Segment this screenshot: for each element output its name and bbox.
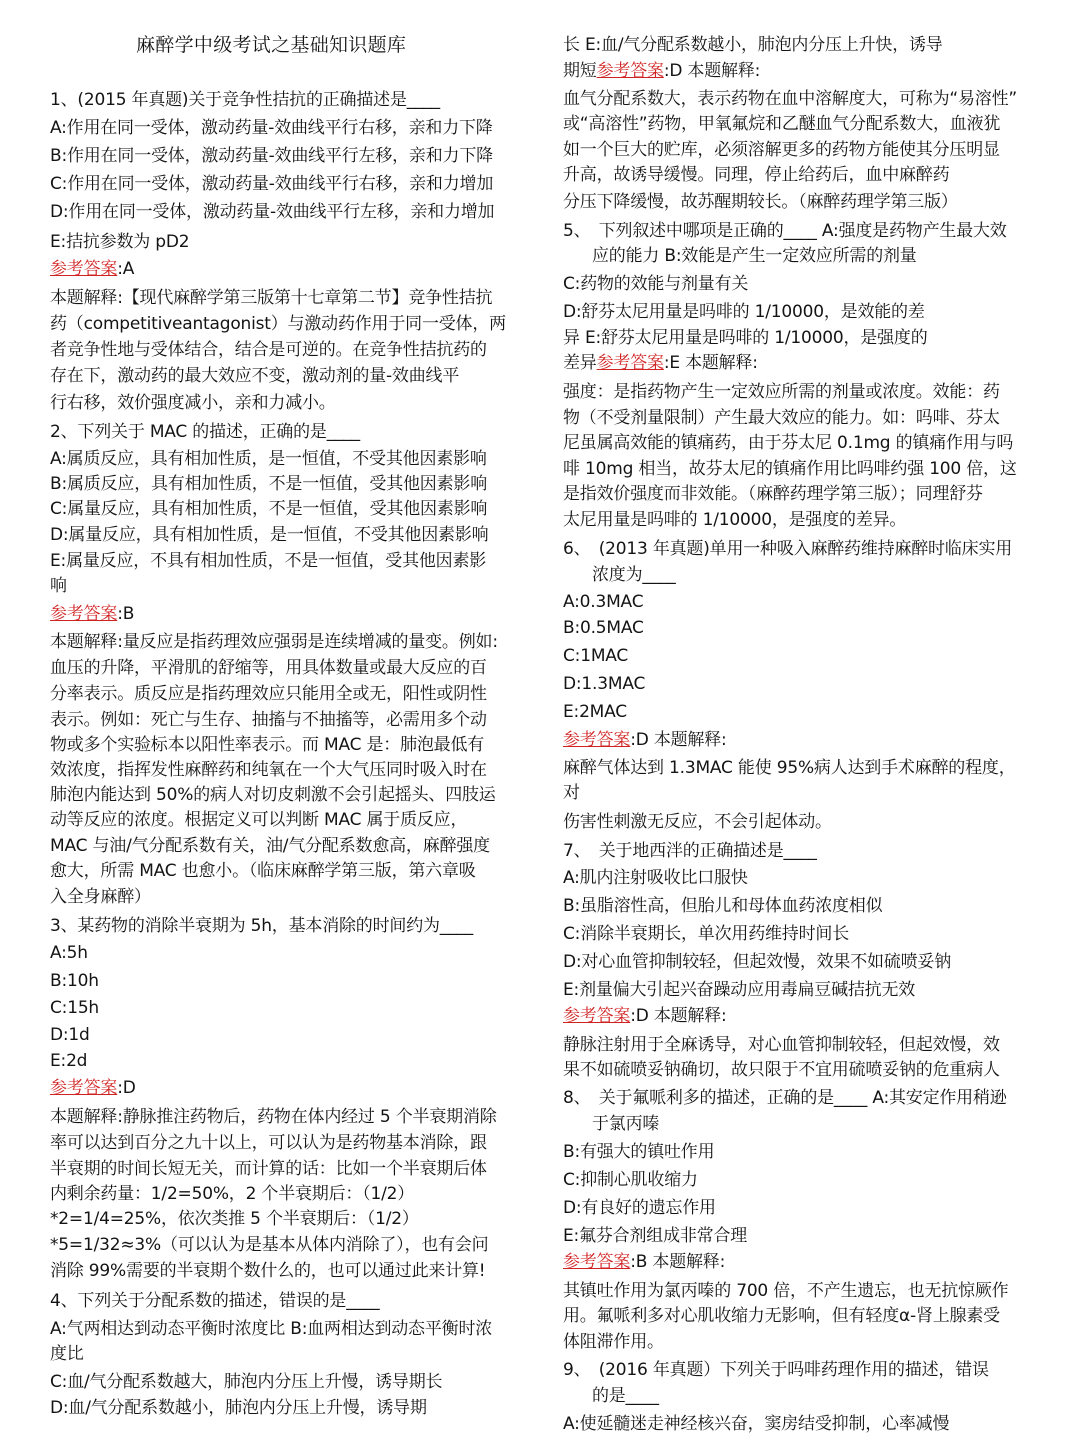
q7-answer bbox=[563, 1004, 727, 1028]
q3-option-c: C:15h bbox=[50, 998, 100, 1018]
q3-option-e: E:2d bbox=[50, 1051, 88, 1071]
q4-stem: 4、下列关于分配系数的描述，错误的是____ bbox=[50, 1291, 380, 1311]
q2-explanation-line: MAC 与油/气分配系数有关，油/气分配系数愈高，麻醉强度 bbox=[50, 836, 490, 856]
q1-option-c: C:作用在同一受体，激动药量-效曲线平行右移，亲和力增加 bbox=[50, 174, 494, 194]
q4-option-c: C:血/气分配系数越大，肺泡内分压上升慢，诱导期长 bbox=[50, 1372, 443, 1392]
answer-label: 参考答案 bbox=[563, 1252, 631, 1272]
q2-explanation-line: 动等反应的浓度。根据定义可以判断 MAC 属于质反应， bbox=[50, 810, 468, 830]
q1-explanation-line: 本题解释:【现代麻醉学第三版第十七章第二节】竞争性拮抗 bbox=[50, 288, 493, 308]
q8-explanation-line: 用。氟哌利多对心肌收缩力无影响，但有轻度α-肾上腺素受 bbox=[563, 1306, 1000, 1326]
q5-option-e: 异 E:舒芬太尼用量是吗啡的 1/10000，是强度的 bbox=[563, 328, 928, 348]
answer-value: :D 本题解释: bbox=[630, 730, 727, 750]
q1-explanation-line: 者竞争性地与受体结合，结合是可逆的。在竞争性拮抗药的 bbox=[50, 340, 487, 360]
q3-answer bbox=[50, 1076, 136, 1100]
q6-option-d: D:1.3MAC bbox=[563, 674, 646, 694]
q7-option-e: E:剂量偏大引起兴奋躁动应用毒扁豆碱拮抗无效 bbox=[563, 980, 916, 1000]
q6-option-c: C:1MAC bbox=[563, 646, 629, 666]
q6-answer bbox=[563, 728, 727, 752]
q2-answer bbox=[50, 602, 134, 626]
q6-explanation-line: 麻醉气体达到 1.3MAC 能使 95%病人达到手术麻醉的程度， bbox=[563, 758, 1016, 778]
q5-option-c: C:药物的效能与剂量有关 bbox=[563, 274, 749, 294]
q4-explanation-line: 血气分配系数大，表示药物在血中溶解度大，可称为“易溶性” bbox=[563, 89, 1018, 109]
q7-explanation-line: 静脉注射用于全麻诱导，对心血管抑制较轻，但起效慢，效 bbox=[563, 1035, 1000, 1055]
q8-option-b: B:有强大的镇吐作用 bbox=[563, 1142, 715, 1162]
q5-explanation-line: 尼虽属高效能的镇痛药，由于芬太尼 0.1mg 的镇痛作用与吗 bbox=[563, 433, 1014, 453]
q6-explanation-line: 对 bbox=[563, 783, 580, 803]
q2-option-b: B:属质反应，具有相加性质，不是一恒值，受其他因素影响 bbox=[50, 474, 487, 494]
q9-stem: 9、 (2016 年真题）下列关于吗啡药理作用的描述，错误 bbox=[563, 1360, 989, 1380]
q6-option-a: A:0.3MAC bbox=[563, 592, 644, 612]
q4-option-ab-cont: 度比 bbox=[50, 1344, 84, 1364]
q4-option-d: D:血/气分配系数越小，肺泡内分压上升慢，诱导期 bbox=[50, 1398, 427, 1418]
q2-explanation-line: 血压的升降，平滑肌的舒缩等，用具体数量或最大反应的百 bbox=[50, 658, 487, 678]
q6-stem-cont: 浓度为____ bbox=[592, 565, 676, 585]
q6-option-b: B:0.5MAC bbox=[563, 618, 644, 638]
q4-option-ab: A:气两相达到动态平衡时浓度比 B:血两相达到动态平衡时浓 bbox=[50, 1319, 493, 1339]
q1-explanation-line: 行右移，效价强度减小，亲和力减小。 bbox=[50, 393, 336, 413]
q7-stem: 7、 关于地西泮的正确描述是____ bbox=[563, 841, 817, 861]
q1-answer bbox=[50, 257, 134, 281]
answer-label: 参考答案 bbox=[50, 604, 118, 624]
q2-explanation-line: 愈大，所需 MAC 也愈小。（临床麻醉学第三版，第六章吸 bbox=[50, 861, 476, 881]
q1-explanation-line: 存在下，激动药的最大效应不变，激动剂的量-效曲线平 bbox=[50, 366, 460, 386]
q3-explanation-line: 本题解释:静脉推注药物后，药物在体内经过 5 个半衰期消除 bbox=[50, 1107, 497, 1127]
q6-explanation-line: 伤害性刺激无反应，不会引起体动。 bbox=[563, 812, 832, 832]
q5-explanation-line: 啡 10mg 相当，故芬太尼的镇痛作用比吗啡约强 100 倍，这 bbox=[563, 459, 1017, 479]
q3-explanation-line: 消除 99%需要的半衰期个数什么的，也可以通过此来计算! bbox=[50, 1261, 486, 1281]
q9-stem-cont: 的是____ bbox=[592, 1386, 659, 1406]
answer-label: 参考答案 bbox=[563, 730, 631, 750]
q8-explanation-line: 体阻滞作用。 bbox=[563, 1332, 664, 1352]
q2-explanation-line: 入全身麻醉） bbox=[50, 887, 151, 907]
q3-option-a: A:5h bbox=[50, 943, 88, 963]
document-title: 麻醉学中级考试之基础知识题库 bbox=[136, 34, 407, 56]
q5-stem-cont: 应的能力 B:效能是产生一定效应所需的剂量 bbox=[592, 246, 917, 266]
q9-option-a: A:使延髓迷走神经核兴奋，窦房结受抑制，心率减慢 bbox=[563, 1414, 950, 1434]
answer-value: :B bbox=[117, 604, 135, 624]
answer-label: 参考答案 bbox=[50, 259, 118, 279]
q7-option-a: A:肌内注射吸收比口服快 bbox=[563, 868, 748, 888]
answer-value: :D 本题解释: bbox=[663, 61, 761, 81]
answer-value: :A bbox=[117, 259, 135, 279]
q2-option-a: A:属质反应，具有相加性质，是一恒值，不受其他因素影响 bbox=[50, 449, 487, 469]
q8-answer bbox=[563, 1250, 725, 1274]
q2-stem: 2、下列关于 MAC 的描述，正确的是____ bbox=[50, 422, 360, 442]
q7-option-d: D:对心血管抑制较轻，但起效慢，效果不如硫喷妥钠 bbox=[563, 952, 952, 972]
q1-option-e: E:拮抗参数为 pD2 bbox=[50, 232, 190, 252]
q2-option-d: D:属量反应，具有相加性质，是一恒值，不受其他因素影响 bbox=[50, 525, 489, 545]
q5-answer bbox=[563, 351, 758, 375]
q4-explanation-line: 或“高溶性”药物，甲氧氟烷和乙醚血气分配系数大，血液犹 bbox=[563, 114, 1001, 134]
q2-explanation-line: 表示。例如：死亡与生存、抽搐与不抽搐等，必需用多个动 bbox=[50, 710, 487, 730]
q8-explanation-line: 其镇吐作用为氯丙嗪的 700 倍，不产生遗忘，也无抗惊厥作 bbox=[563, 1281, 1009, 1301]
q4-explanation-line: 分压下降缓慢，故苏醒期较长。（麻醉药理学第三版） bbox=[563, 192, 958, 212]
q5-stem: 5、 下列叙述中哪项是正确的____ A:强度是药物产生最大效 bbox=[563, 221, 1007, 241]
q1-option-b: B:作用在同一受体，激动药量-效曲线平行左移，亲和力下降 bbox=[50, 146, 493, 166]
q5-explanation-line: 强度：是指药物产生一定效应所需的剂量或浓度。效能：药 bbox=[563, 382, 1000, 402]
q2-explanation-line: 分率表示。质反应是指药理效应只能用全或无，阳性或阴性 bbox=[50, 684, 487, 704]
q3-explanation-line: *5=1/32≈3%（可以认为是基本从体内消除了），也有会问 bbox=[50, 1235, 489, 1255]
q7-option-b: B:虽脂溶性高，但胎儿和母体血药浓度相似 bbox=[563, 896, 883, 916]
q4-explanation-line: 如一个巨大的贮库，必须溶解更多的药物方能使其分压明显 bbox=[563, 140, 1000, 160]
q1-explanation-line: 药（competitiveantagonist）与激动药作用于同一受体，两 bbox=[50, 314, 506, 334]
answer-value: :B 本题解释: bbox=[630, 1252, 726, 1272]
q1-option-d: D:作用在同一受体，激动药量-效曲线平行左移，亲和力增加 bbox=[50, 202, 495, 222]
q2-option-e: E:属量反应，不具有相加性质，不是一恒值，受其他因素影 bbox=[50, 551, 487, 571]
q3-explanation-line: 率可以达到百分之九十以上，可以认为是药物基本消除，跟 bbox=[50, 1133, 487, 1153]
q3-explanation-line: 半衰期的时间长短无关，而计算的话：比如一个半衰期后体 bbox=[50, 1159, 487, 1179]
q2-explanation-line: 物或多个实验标本以阳性率表示。而 MAC 是：肺泡最低有 bbox=[50, 735, 485, 755]
q8-stem: 8、 关于氟哌利多的描述，正确的是____ A:其安定作用稍逊 bbox=[563, 1088, 1007, 1108]
q2-option-c: C:属量反应，具有相加性质，不是一恒值，受其他因素影响 bbox=[50, 499, 488, 519]
answer-label: 参考答案 bbox=[596, 353, 664, 373]
answer-value: :D 本题解释: bbox=[630, 1006, 727, 1026]
q5-explanation-line: 是指效价强度而非效能。（麻醉药理学第三版）；同理舒芬 bbox=[563, 484, 983, 504]
q5-explanation-line: 物（不受剂量限制）产生最大效应的能力。如：吗啡、芬太 bbox=[563, 408, 1000, 428]
q4-answer bbox=[563, 59, 760, 83]
q2-option-e-cont: 响 bbox=[50, 576, 67, 596]
q4-explanation-line: 升高，故诱导缓慢。同理，停止给药后，血中麻醉药 bbox=[563, 165, 950, 185]
q4-option-d-cont: 长 E:血/气分配系数越小，肺泡内分压上升快，诱导 bbox=[563, 35, 943, 55]
answer-label: 参考答案 bbox=[50, 1078, 118, 1098]
q3-explanation-line: *2=1/4=25%，依次类推 5 个半衰期后：（1/2） bbox=[50, 1209, 419, 1229]
q2-explanation-line: 肺泡内能达到 50%的病人对切皮刺激不会引起摇头、四肢运 bbox=[50, 785, 496, 805]
q5-option-d: D:舒芬太尼用量是吗啡的 1/10000，是效能的差 bbox=[563, 302, 925, 322]
q3-option-b: B:10h bbox=[50, 971, 99, 991]
answer-prefix: 差异 bbox=[563, 353, 597, 373]
answer-value: :D bbox=[117, 1078, 136, 1098]
q7-explanation-line: 果不如硫喷妥钠确切，故只限于不宜用硫喷妥钠的危重病人 bbox=[563, 1060, 1000, 1080]
q6-stem: 6、 (2013 年真题)单用一种吸入麻醉药维持麻醉时临床实用 bbox=[563, 539, 1013, 559]
q8-option-c: C:抑制心肌收缩力 bbox=[563, 1170, 698, 1190]
q7-option-c: C:消除半衰期长，单次用药维持时间长 bbox=[563, 924, 849, 944]
q8-option-e: E:氟芬合剂组成非常合理 bbox=[563, 1226, 748, 1246]
q3-option-d: D:1d bbox=[50, 1025, 90, 1045]
q8-stem-cont: 于氯丙嗪 bbox=[592, 1114, 660, 1134]
answer-label: 参考答案 bbox=[596, 61, 664, 81]
answer-label: 参考答案 bbox=[563, 1006, 631, 1026]
q6-option-e: E:2MAC bbox=[563, 702, 627, 722]
q5-explanation-line: 太尼用量是吗啡的 1/10000，是强度的差异。 bbox=[563, 510, 907, 530]
q1-stem: 1、(2015 年真题)关于竞争性拮抗的正确描述是____ bbox=[50, 90, 440, 110]
answer-prefix: 期短 bbox=[563, 61, 597, 81]
q2-explanation-line: 效浓度，指挥发性麻醉药和纯氧在一个大气压同时吸入时在 bbox=[50, 760, 487, 780]
q3-explanation-line: 内剩余药量：1/2=50%，2 个半衰期后：（1/2） bbox=[50, 1184, 415, 1204]
answer-value: :E 本题解释: bbox=[663, 353, 758, 373]
q3-stem: 3、某药物的消除半衰期为 5h，基本消除的时间约为____ bbox=[50, 916, 474, 936]
q1-option-a: A:作用在同一受体，激动药量-效曲线平行右移，亲和力下降 bbox=[50, 118, 493, 138]
q8-option-d: D:有良好的遗忘作用 bbox=[563, 1198, 716, 1218]
q2-explanation-line: 本题解释:量反应是指药理效应强弱是连续增减的量变。例如: bbox=[50, 632, 498, 652]
